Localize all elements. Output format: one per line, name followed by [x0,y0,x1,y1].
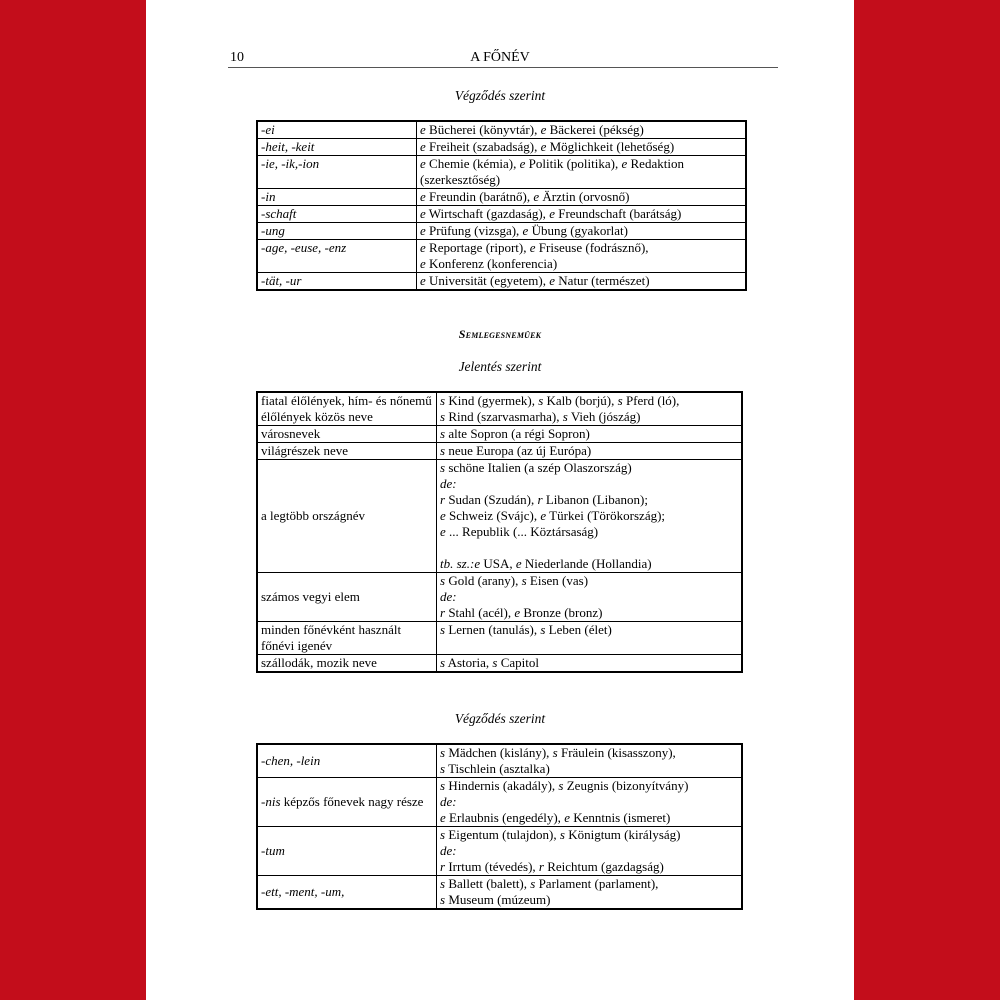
article: e [515,556,522,571]
article: s [530,876,536,891]
article: e [420,256,426,271]
article: e [529,240,536,255]
table-row [257,121,746,139]
example-text: Rind (szarvasmarha), [445,409,563,424]
example-text: Astoria, [445,655,493,670]
example-text: Wirtschaft (gazdaság), [425,206,550,221]
category-cell [257,778,437,827]
article: s [617,393,623,408]
example-text: Reichtum (gazdagság) [543,859,664,874]
table-row [257,223,746,240]
article: e [440,508,446,523]
table-row [257,827,742,876]
examples-cell [417,240,747,273]
example-text: Eisen (vas) [526,573,589,588]
example-line [420,139,742,155]
example-text: Türkei (Törökország); [546,508,666,523]
example-line [420,122,742,138]
category-cell: -ett, -ment, -um, [257,876,437,910]
category-label-part: képzős főnevek nagy része [280,794,424,809]
category-cell: számos vegyi elem [257,573,437,622]
example-text: schöne Italien (a szép Olaszország) [445,460,632,475]
article: e [420,240,426,255]
example-text: Freiheit (szabadság), [425,139,541,154]
neuter-meaning-table [256,391,743,673]
book-page [146,0,854,1000]
example-line [440,794,738,810]
examples-cell [437,876,743,910]
example-text: Gold (arany), [445,573,522,588]
running-title: A FŐNÉV [470,50,530,65]
table-row [257,443,742,460]
example-line [440,443,738,459]
article: r [440,859,446,874]
header-rule [228,67,778,68]
example-line [420,223,742,239]
examples-cell [437,443,743,460]
example-text: Ballett (balett), [445,876,531,891]
example-line [440,426,738,442]
article: e [540,122,547,137]
article: tb. sz.: [440,556,475,571]
feminine-endings-table [256,120,747,291]
article: s [440,393,446,408]
example-text: Prüfung (vizsga), [425,223,523,238]
example-line [420,273,742,289]
category-cell: szállodák, mozik neve [257,655,437,673]
example-text: Irrtum (tévedés), [445,859,539,874]
example-text: Bronze (bronz) [520,605,603,620]
article: e [420,273,426,288]
example-line [420,240,742,256]
article: de: [440,589,457,604]
article: s [440,761,446,776]
article: s [440,426,446,441]
page-number: 10 [230,50,244,65]
example-line [420,206,742,222]
examples-cell [437,744,743,778]
example-text: Libanon (Libanon); [542,492,648,507]
example-text: Chemie (kémia), [425,156,520,171]
article: e [440,810,446,825]
article: e [420,223,426,238]
example-line [440,524,738,540]
examples-cell [417,189,747,206]
example-text: Königtum (királyság) [564,827,681,842]
article: s [440,409,446,424]
example-text: Mädchen (kislány), [445,745,553,760]
example-line [440,745,738,761]
example-text: Universität (egyetem), [425,273,550,288]
table-row [257,392,742,426]
example-text: Museum (múzeum) [445,892,551,907]
article: e [474,556,481,571]
example-line [440,409,738,425]
example-text: Zeugnis (bizonyítvány) [563,778,689,793]
example-text: Kind (gyermek), [445,393,539,408]
example-text: Politik (politika), [525,156,622,171]
table-row [257,778,742,827]
example-text: Reportage (riport), [425,240,530,255]
suffix-cell: -schaft [257,206,417,223]
table-row [257,139,746,156]
article: s [440,876,446,891]
example-text: Bücherei (könyvtár), [425,122,541,137]
example-text: Freundin (barátnő), [425,189,534,204]
examples-cell [437,426,743,443]
examples-cell [437,778,743,827]
example-line [420,189,742,205]
example-text: USA, [480,556,516,571]
example-line [440,622,738,638]
example-text: Freundschaft (barátság) [554,206,682,221]
table-row [257,573,742,622]
article: e [621,156,628,171]
example-text: Fräulein (kisasszony), [557,745,676,760]
article: s [440,622,446,637]
example-text: Eigentum (tulajdon), [445,827,560,842]
suffix-cell: -tät, -ur [257,273,417,291]
example-text: Friseuse (fodrásznő), [535,240,649,255]
examples-cell [417,139,747,156]
article: de: [440,843,457,858]
example-line [440,460,738,476]
example-text: Bäckerei (pékség) [546,122,644,137]
article: e [440,524,446,539]
example-line [440,573,738,589]
table-row [257,426,742,443]
suffix-cell: -ei [257,121,417,139]
example-text: Ärztin (orvosnő) [539,189,630,204]
example-text: Natur (természet) [555,273,650,288]
article: s [440,460,446,475]
article: s [552,745,558,760]
example-text: Hindernis (akadály), [445,778,559,793]
article: r [440,605,446,620]
example-line [420,172,742,188]
category-cell: fiatal élőlények, hím- és nőnemű élőlények közös neve [257,392,437,426]
article: e [549,206,555,221]
gender-heading [146,327,854,342]
article: s [559,827,565,842]
article: s [492,655,498,670]
table-row [257,156,746,189]
article: r [538,859,544,874]
example-line [440,589,738,605]
table-row [257,622,742,655]
example-line [440,859,738,875]
example-text: Capitol [497,655,539,670]
category-cell: -chen, -lein [257,744,437,778]
examples-cell [437,460,743,573]
example-line [440,476,738,492]
category-cell: városnevek [257,426,437,443]
article: e [514,605,521,620]
category-cell: világrészek neve [257,443,437,460]
article: s [440,443,446,458]
article: e [549,273,556,288]
suffix-cell: -heit, -keit [257,139,417,156]
table-row [257,655,742,673]
article: e [420,156,426,171]
example-line [440,540,738,556]
example-text: Sudan (Szudán), [445,492,538,507]
section-caption-meaning: Jelentés szerint [458,359,542,374]
table-row [257,189,746,206]
article: s [521,573,527,588]
example-line [440,761,738,777]
example-text: Kenntnis (ismeret) [569,810,671,825]
example-text: Möglichkeit (lehetőség) [546,139,675,154]
examples-cell [417,156,747,189]
examples-cell [437,622,743,655]
example-line [440,810,738,826]
example-line [440,876,738,892]
examples-cell [417,273,747,291]
example-text: Erlaubnis (engedély), [445,810,565,825]
article: s [440,745,446,760]
article: s [440,827,446,842]
example-line [440,892,738,908]
example-text: Übung (gyakorlat) [528,223,628,238]
example-text: Schweiz (Svájc), [445,508,541,523]
table-row [257,744,742,778]
example-text: Stahl (acél), [445,605,515,620]
example-line [440,843,738,859]
example-text: Konferenz (konferencia) [425,256,558,271]
article: s [440,778,446,793]
example-text: Tischlein (asztalka) [445,761,550,776]
table-row [257,876,742,910]
example-line [440,778,738,794]
example-line [420,156,742,172]
examples-cell [417,223,747,240]
article: e [564,810,570,825]
article: e [420,122,426,137]
example-text: Leben (élet) [545,622,612,637]
table-row [257,206,746,223]
neuter-endings-table [256,743,743,910]
table-row [257,273,746,291]
article: s [538,393,544,408]
category-cell: a legtöbb országnév [257,460,437,573]
article: e [420,139,426,154]
article: de: [440,794,457,809]
example-text: ... Republik (... Köztársaság) [445,524,599,539]
suffix-cell: -in [257,189,417,206]
example-text: (szerkesztőség) [420,172,501,187]
category-label-part: -nis [261,794,281,809]
examples-cell [437,827,743,876]
example-line [420,256,742,272]
examples-cell [437,573,743,622]
example-text: Niederlande (Hollandia) [521,556,652,571]
example-line [440,393,738,409]
table-row [257,460,742,573]
article: r [440,492,446,507]
article: s [440,573,446,588]
category-cell: minden főnévként használt főnévi igenév [257,622,437,655]
example-line [440,556,738,572]
suffix-cell: -ung [257,223,417,240]
example-text: Kalb (borjú), [543,393,618,408]
article: s [558,778,564,793]
suffix-cell: -age, -euse, -enz [257,240,417,273]
article: r [537,492,543,507]
article: e [522,223,529,238]
example-text: alte Sopron (a régi Sopron) [445,426,590,441]
article: s [562,409,568,424]
example-text: Redaktion [627,156,684,171]
example-line [440,605,738,621]
article: s [540,622,546,637]
example-text: Pferd (ló), [622,393,680,408]
examples-cell [437,392,743,426]
article: de: [440,476,457,491]
article: s [440,892,446,907]
suffix-cell: -ie, -ik,-ion [257,156,417,189]
example-line [440,492,738,508]
examples-cell [417,206,747,223]
article: e [540,139,547,154]
table-row [257,240,746,273]
gender-heading-text: Semlegesnemüek [458,327,542,341]
example-text: Lernen (tanulás), [445,622,541,637]
examples-cell [437,655,743,673]
category-cell: -tum [257,827,437,876]
section-caption-endings-neuter: Végződés szerint [454,711,546,726]
section-caption-endings: Végződés szerint [454,88,546,103]
example-text: Vieh (jószág) [567,409,641,424]
example-line [440,655,738,671]
article: e [420,206,426,221]
article: e [540,508,547,523]
example-line [440,827,738,843]
article: e [420,189,426,204]
example-text: neue Europa (az új Európa) [445,443,592,458]
example-text: Parlament (parlament), [535,876,659,891]
article: e [519,156,526,171]
article: s [440,655,446,670]
examples-cell [417,121,747,139]
article: e [533,189,540,204]
example-line [440,508,738,524]
